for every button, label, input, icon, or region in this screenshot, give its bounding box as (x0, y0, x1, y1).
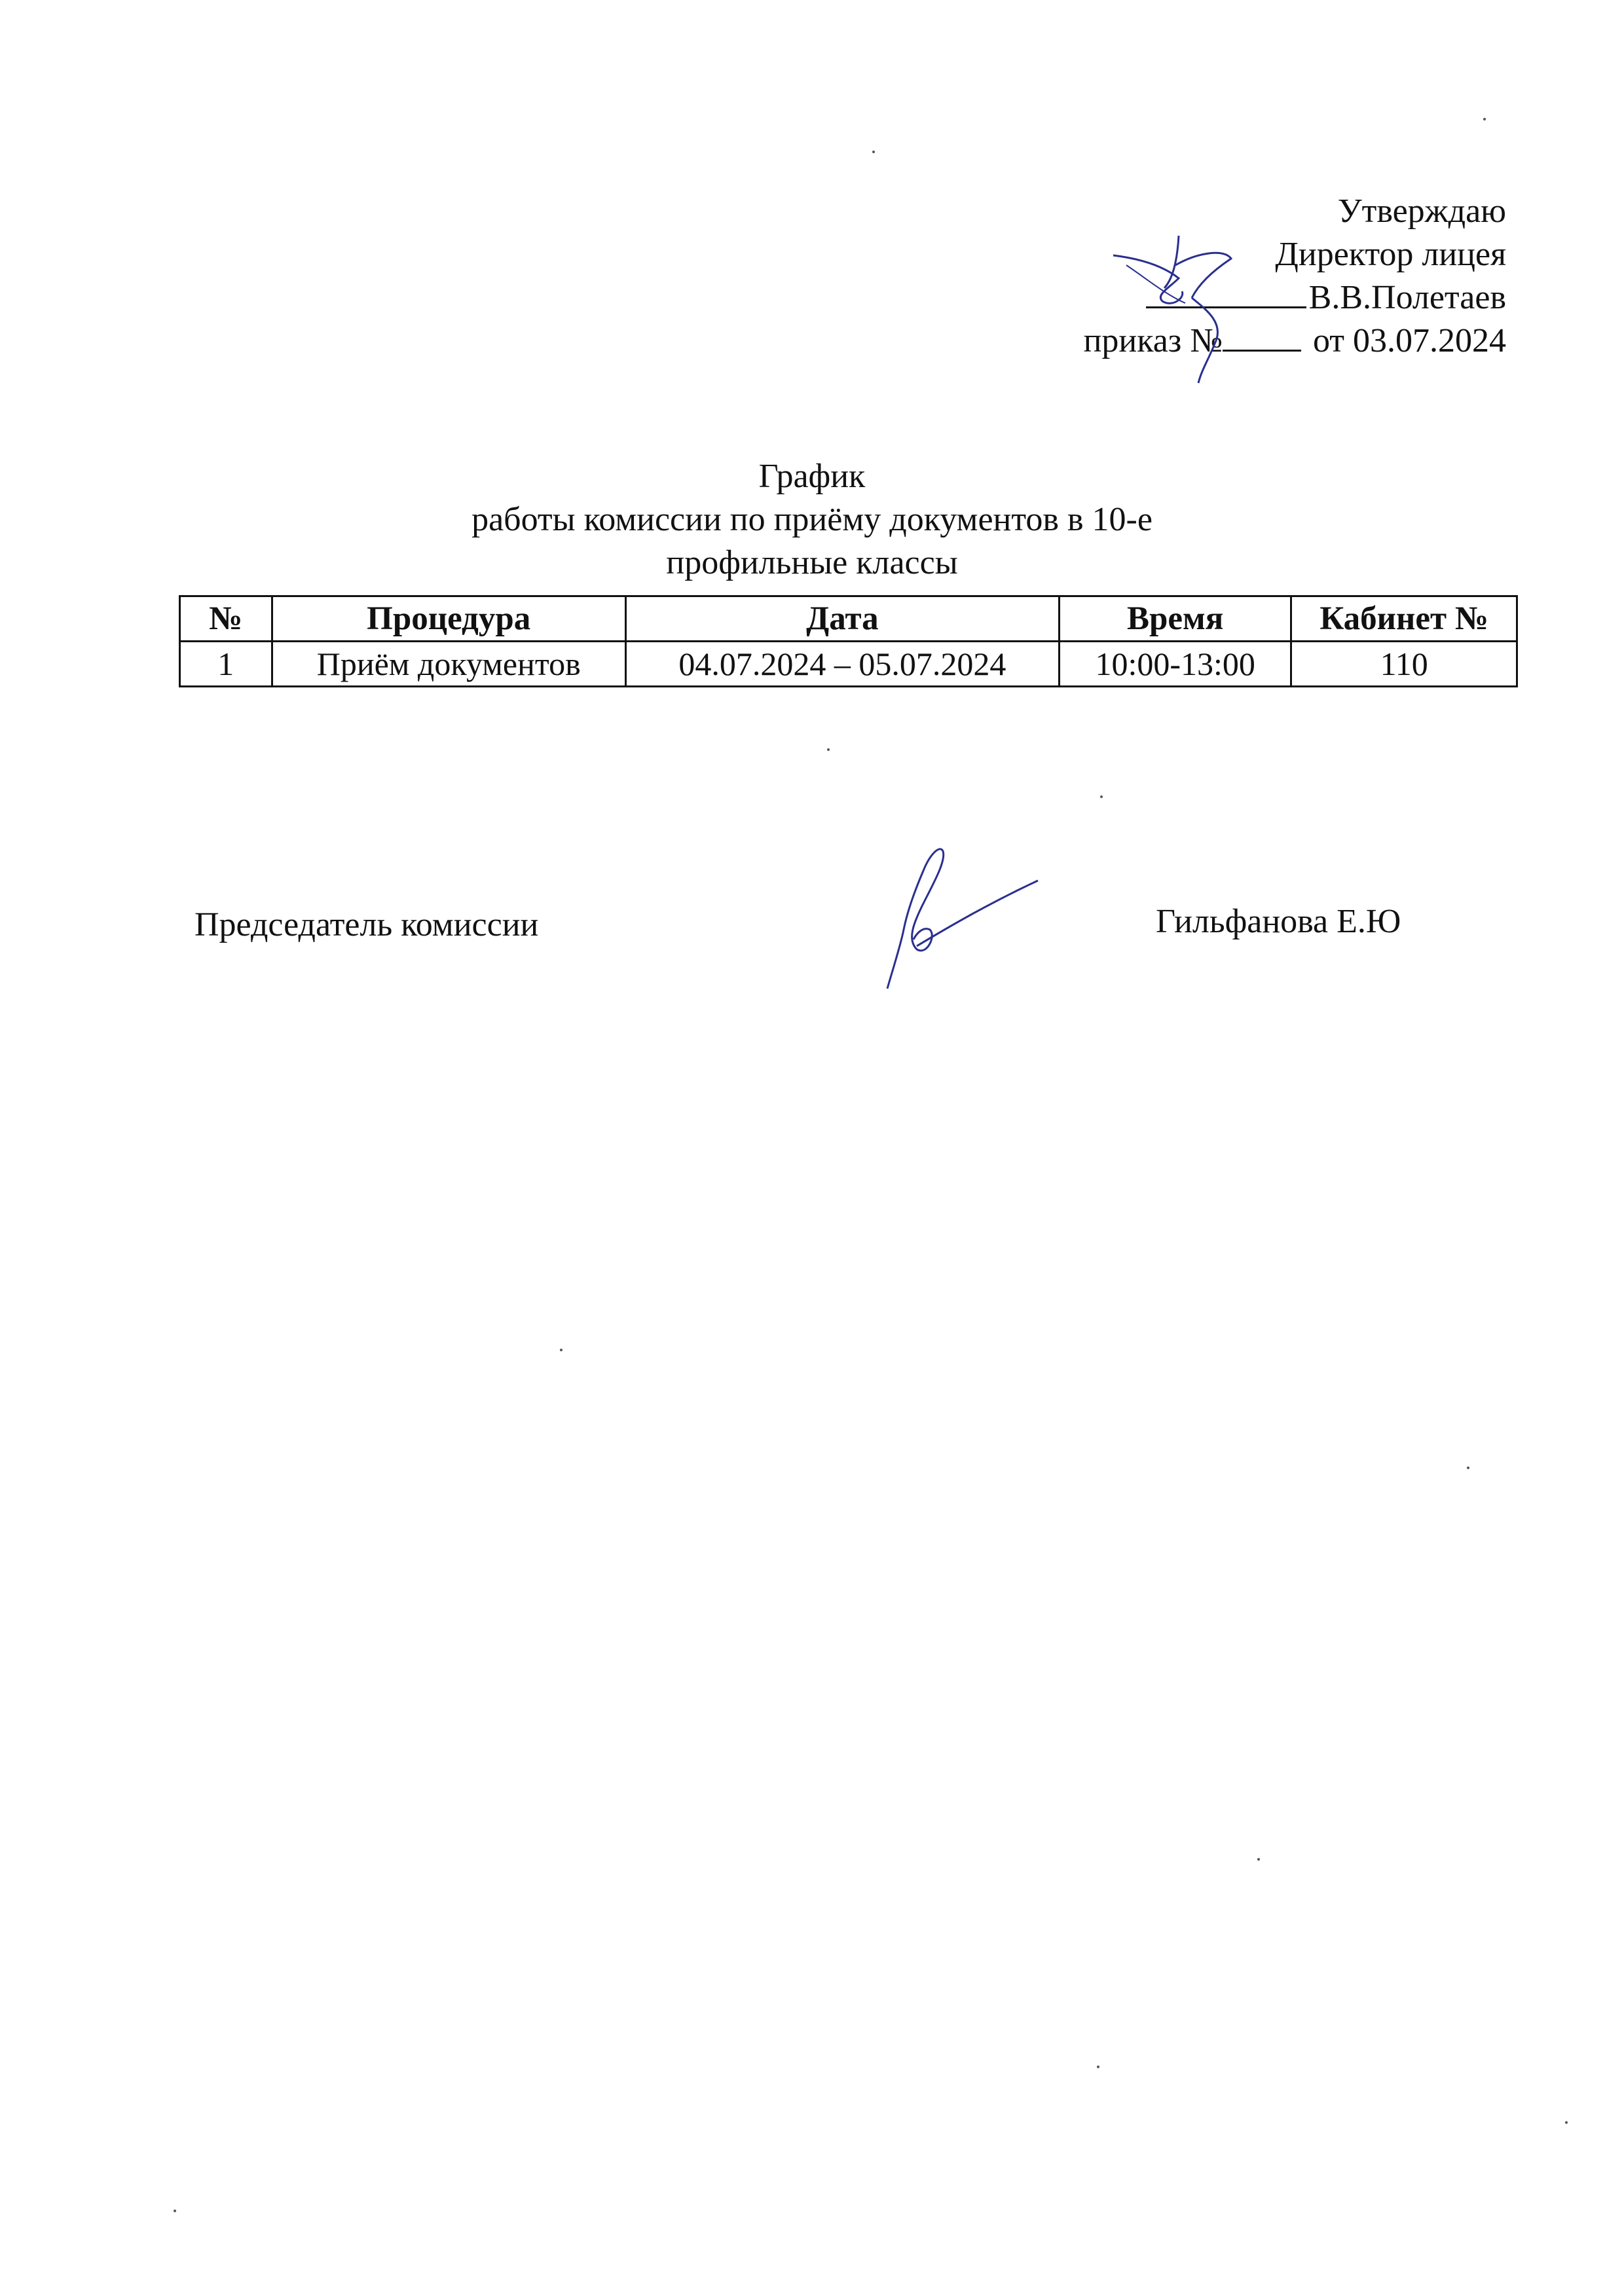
cell-date: 04.07.2024 – 05.07.2024 (625, 642, 1059, 687)
director-name: В.В.Полетаев (1308, 279, 1506, 316)
scan-speck (1483, 118, 1486, 120)
chair-signature (877, 831, 1048, 995)
table-header-row (180, 596, 1517, 642)
director-title: Директор лицея (1275, 236, 1506, 273)
header-time: Время (1059, 596, 1291, 642)
order-date: от 03.07.2024 (1312, 322, 1506, 359)
header-number: № (180, 596, 272, 642)
scan-speck (1097, 2066, 1099, 2068)
director-signature (1100, 226, 1270, 390)
cell-procedure: Приём документов (272, 642, 625, 687)
scan-speck (1257, 1858, 1260, 1861)
table-row (180, 642, 1517, 687)
title-line-1: График (758, 458, 866, 495)
scan-speck (872, 151, 875, 153)
scan-speck (827, 748, 830, 751)
header-procedure: Процедура (272, 596, 625, 642)
scan-speck (1100, 795, 1103, 798)
cell-time: 10:00-13:00 (1059, 642, 1291, 687)
header-date: Дата (625, 596, 1059, 642)
order-prefix: приказ № (1083, 322, 1223, 359)
scan-speck (174, 2210, 176, 2212)
schedule-table (179, 595, 1518, 687)
header-room: Кабинет № (1291, 596, 1517, 642)
scan-speck (1565, 2121, 1568, 2124)
document-title (0, 455, 1624, 585)
approval-heading: Утверждаю (1337, 192, 1506, 230)
scan-speck (560, 1349, 563, 1351)
chair-label: Председатель комиссии (194, 906, 539, 943)
title-line-3: профильные классы (666, 544, 958, 581)
cell-number: 1 (180, 642, 272, 687)
chair-name: Гильфанова Е.Ю (1156, 903, 1401, 940)
cell-room: 110 (1291, 642, 1517, 687)
title-line-2: работы комиссии по приёму документов в 10-е (471, 501, 1153, 538)
scan-speck (1467, 1467, 1469, 1469)
